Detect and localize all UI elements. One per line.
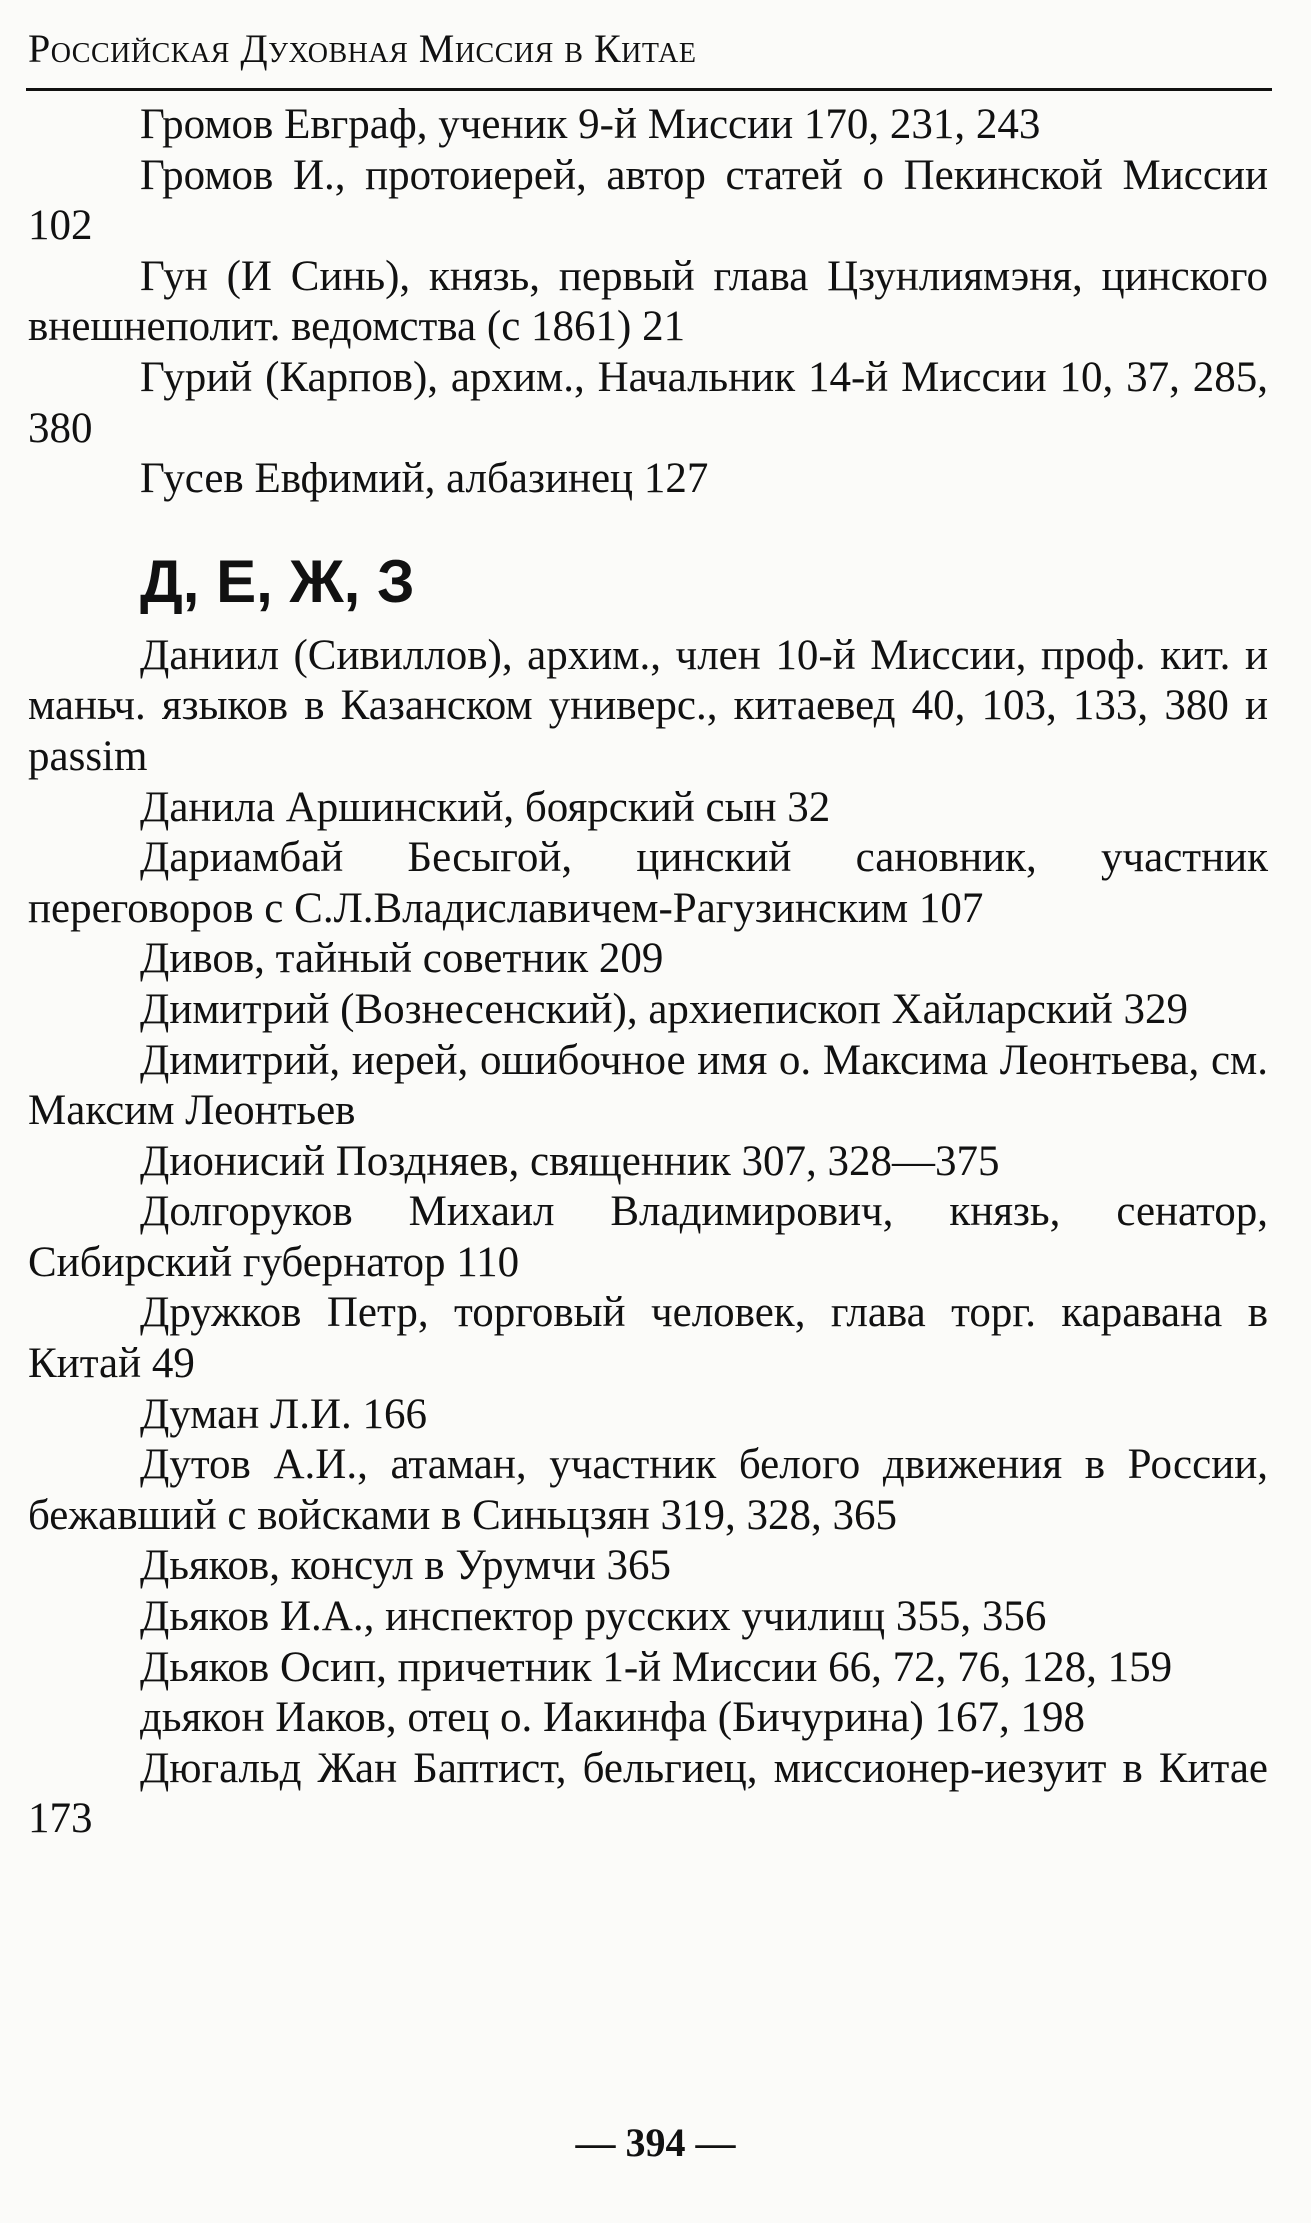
index-entry: Даниил (Сивиллов), архим., член 10-й Миссии, проф. кит. и маньч. языков в Казанском универс., китаевед 40, 103, 133, 380 и passim xyxy=(28,631,1268,780)
index-entry: Гун (И Синь), князь, первый глава Цзунлиямэня, цинского внешнеполит. ведомства (с 1861) 21 xyxy=(28,252,1268,351)
index-entry: Громов И., протоиерей, автор статей о Пекинской Миссии 102 xyxy=(28,151,1268,250)
index-entry: Дружков Петр, торговый человек, глава торг. каравана в Китай 49 xyxy=(28,1289,1268,1388)
index-entry: Дариамбай Бесыгой, цинский сановник, участник переговоров с С.Л.Владиславичем-Рагузинским 107 xyxy=(28,834,1268,932)
index-entry: Данила Аршинский, боярский сын 32 xyxy=(140,783,831,831)
index-entry: Дьяков Осип, причетник 1-й Миссии 66, 72, 76, 128, 159 xyxy=(140,1643,1173,1691)
index-entry: Гурий (Карпов), архим., Начальник 14-й Миссии 10, 37, 285, 380 xyxy=(28,353,1268,452)
index-content xyxy=(28,100,1268,1845)
index-entry: Думан Л.И. 166 xyxy=(140,1390,427,1438)
index-entry: Димитрий, иерей, ошибочное имя о. Максима Леонтьева, см. Максим Леонтьев xyxy=(28,1036,1268,1135)
index-entry: Долгоруков Михаил Владимирович, князь, сенатор, Сибирский губернатор 110 xyxy=(28,1188,1268,1286)
index-entry: Гусев Евфимий, албазинец 127 xyxy=(140,455,709,503)
index-entry: Дьяков И.А., инспектор русских училищ 355, 356 xyxy=(140,1593,1047,1641)
section-heading: Д, Е, Ж, З xyxy=(140,547,415,615)
page-number: — 394 — xyxy=(575,2120,736,2165)
header-rule xyxy=(26,88,1272,91)
index-entry: Дионисий Поздняев, священник 307, 328—375 xyxy=(140,1137,1000,1185)
index-entry: Громов Евграф, ученик 9-й Миссии 170, 231, 243 xyxy=(140,101,1041,148)
running-header: Российская Духовная Миссия в Китае xyxy=(28,26,697,71)
index-entry: Димитрий (Вознесенский), архиепископ Хайларский 329 xyxy=(140,985,1189,1033)
index-entry: дьякон Иаков, отец о. Иакинфа (Бичурина) 167, 198 xyxy=(140,1694,1086,1742)
index-entry: Дюгальд Жан Баптист, бельгиец, миссионер-иезуит в Китае 173 xyxy=(28,1744,1268,1843)
index-entry: Дутов А.И., атаман, участник белого движения в России, бежавший с войсками в Синьцзян 319, 328, 365 xyxy=(28,1441,1268,1539)
index-entry: Дьяков, консул в Урумчи 365 xyxy=(140,1542,671,1590)
section-heading-block xyxy=(28,505,1268,631)
index-entry: Дивов, тайный советник 209 xyxy=(140,935,664,983)
